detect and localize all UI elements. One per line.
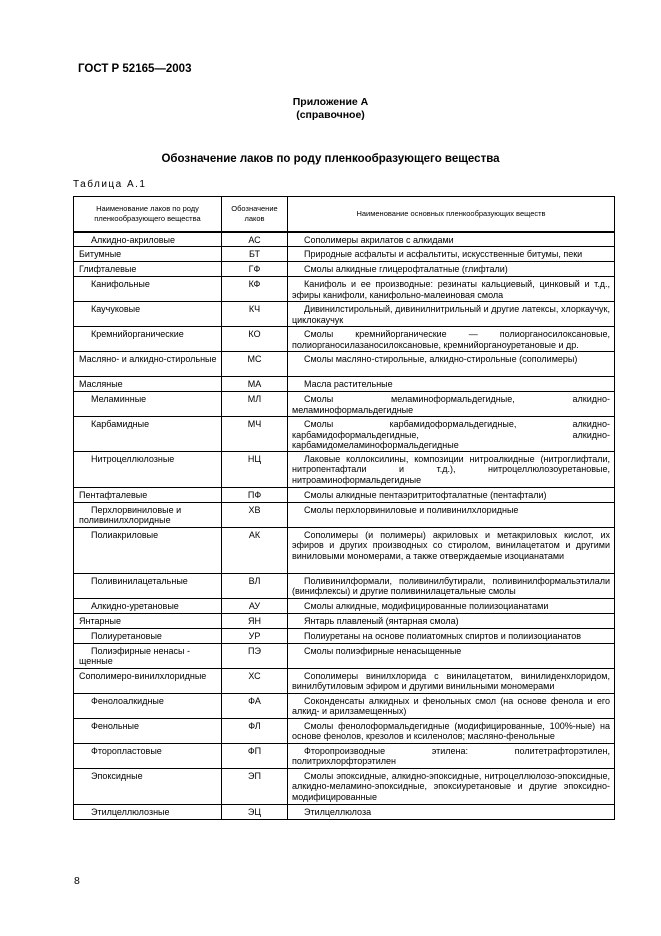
lacquer-designation-table <box>73 196 615 820</box>
cell-substances: Сополимеры акрилатов с алкидами <box>288 232 615 247</box>
cell-lacquer-name: Фенолоалкидные <box>74 694 222 719</box>
appendix-subtitle: (справочное) <box>296 109 365 121</box>
cell-substances: Смолы карбамидоформальдегидные, алкидно-карбамидоформальдегидные, алкидно-карбамидомеламиноформальдегидные <box>288 417 615 452</box>
cell-substances: Этилцеллюлоза <box>288 805 615 820</box>
cell-substances: Смолы алкидные, модифицированные полиизоцианатами <box>288 599 615 614</box>
cell-lacquer-name: Глифталевые <box>74 262 222 277</box>
table-row <box>74 232 615 247</box>
cell-substances: Канифоль и ее производные: резинаты кальциевый, цинковый и т.д., эфиры канифоли, канифольно-малеиновая смола <box>288 277 615 302</box>
cell-lacquer-code: НЦ <box>222 452 288 488</box>
cell-lacquer-code: УР <box>222 629 288 644</box>
table-row <box>74 669 615 694</box>
cell-substances: Сополимеры винилхлорида с винилацетатом, винилиденхлоридом, винилбутиловым эфиром и другими винильными мономерами <box>288 669 615 694</box>
cell-lacquer-name: Масляно- и алкидно-стирольные <box>74 352 222 377</box>
cell-lacquer-name: Масляные <box>74 377 222 392</box>
table-row <box>74 769 615 805</box>
cell-lacquer-code: ЭЦ <box>222 805 288 820</box>
table-row <box>74 644 615 669</box>
page-number: 8 <box>74 875 80 887</box>
cell-lacquer-name: Алкидно-акриловые <box>74 232 222 247</box>
table-row <box>74 719 615 744</box>
cell-lacquer-name: Полиакриловые <box>74 528 222 574</box>
cell-lacquer-name: Нитроцеллюлозные <box>74 452 222 488</box>
cell-substances: Природные асфальты и асфальтиты, искусственные битумы, пеки <box>288 247 615 262</box>
cell-lacquer-code: ХВ <box>222 503 288 528</box>
cell-substances: Соконденсаты алкидных и фенольных смол (на основе фенола и его алкид- и арилзамещенных) <box>288 694 615 719</box>
cell-lacquer-code: ПЭ <box>222 644 288 669</box>
cell-lacquer-code: МС <box>222 352 288 377</box>
cell-lacquer-code: МЛ <box>222 392 288 417</box>
cell-lacquer-name: Каучуковые <box>74 302 222 327</box>
cell-lacquer-code: АС <box>222 232 288 247</box>
cell-lacquer-name: Кремнийорганические <box>74 327 222 352</box>
cell-substances: Смолы меламиноформальдегидные, алкидно-меламиноформальдегидные <box>288 392 615 417</box>
cell-substances: Смолы алкидные глицерофталатные (глифтали) <box>288 262 615 277</box>
table-row <box>74 417 615 452</box>
table-row <box>74 629 615 644</box>
table-row <box>74 528 615 574</box>
column-header-name: Наименование лаков по роду пленкообразующего вещества <box>74 197 222 233</box>
cell-substances: Дивинилстирольный, дивинилнитрильный и другие латексы, хлоркаучук, циклокаучук <box>288 302 615 327</box>
cell-lacquer-code: ХС <box>222 669 288 694</box>
column-header-code: Обозначение лаков <box>222 197 288 233</box>
cell-substances: Поливинилформали, поливинилбутирали, поливинилформальэтилали (винифлексы) и другие поливинилацетальные смолы <box>288 574 615 599</box>
table-row <box>74 694 615 719</box>
cell-lacquer-code: ФП <box>222 744 288 769</box>
table-row <box>74 503 615 528</box>
cell-lacquer-code: АУ <box>222 599 288 614</box>
table-row <box>74 247 615 262</box>
table-row <box>74 452 615 488</box>
cell-lacquer-code: КФ <box>222 277 288 302</box>
cell-lacquer-code: ФЛ <box>222 719 288 744</box>
cell-lacquer-code: КЧ <box>222 302 288 327</box>
cell-substances: Масла растительные <box>288 377 615 392</box>
table-row <box>74 262 615 277</box>
cell-substances: Полиуретаны на основе полиатомных спиртов и полиизоцианатов <box>288 629 615 644</box>
cell-lacquer-code: ЯН <box>222 614 288 629</box>
cell-lacquer-code: ПФ <box>222 488 288 503</box>
table-row <box>74 805 615 820</box>
cell-lacquer-code: ГФ <box>222 262 288 277</box>
cell-lacquer-code: ФА <box>222 694 288 719</box>
cell-lacquer-name: Этилцеллюлозные <box>74 805 222 820</box>
cell-lacquer-name: Битумные <box>74 247 222 262</box>
table-header-row <box>74 197 615 233</box>
cell-substances: Фторопроизводные этилена: политетрафторэтилен, политрихлорфторэтилен <box>288 744 615 769</box>
table-row <box>74 488 615 503</box>
table-row <box>74 392 615 417</box>
cell-substances: Смолы кремнийорганические — полиорганосилоксановые, полиорганосилазаносилоксановые, кремнийорганоуретановые и др. <box>288 327 615 352</box>
cell-substances: Смолы полиэфирные ненасыщенные <box>288 644 615 669</box>
cell-lacquer-name: Янтарные <box>74 614 222 629</box>
cell-substances: Смолы масляно-стирольные, алкидно-стирольные (сополимеры) <box>288 352 615 377</box>
cell-lacquer-name: Поливинилацетальные <box>74 574 222 599</box>
cell-lacquer-name: Сополимеро-винилхлоридные <box>74 669 222 694</box>
cell-substances: Смолы эпоксидные, алкидно-эпоксидные, нитроцеллюлозо-эпоксидные, алкидно-меламино-эпоксидные, эпоксиуретановые и другие эпоксидно-модифицированные <box>288 769 615 805</box>
appendix-title: Приложение А <box>292 96 369 108</box>
cell-lacquer-name: Пентафталевые <box>74 488 222 503</box>
table-row <box>74 574 615 599</box>
cell-lacquer-name: Полиэфирные ненасы - щенные <box>74 644 222 669</box>
cell-lacquer-code: МА <box>222 377 288 392</box>
cell-substances: Сополимеры (и полимеры) акриловых и метакриловых кислот, их эфиров и других производных со стиролом, винилацетатом и другими виниловыми мономерами, а также отверждаемые изоцианатами <box>288 528 615 574</box>
cell-lacquer-name: Эпоксидные <box>74 769 222 805</box>
table-label: Таблица А.1 <box>73 179 147 190</box>
cell-lacquer-code: КО <box>222 327 288 352</box>
cell-lacquer-name: Карбамидные <box>74 417 222 452</box>
cell-substances: Смолы перхлорвиниловые и поливинилхлоридные <box>288 503 615 528</box>
cell-lacquer-name: Фенольные <box>74 719 222 744</box>
cell-substances: Янтарь плавленый (янтарная смола) <box>288 614 615 629</box>
table-row <box>74 614 615 629</box>
cell-lacquer-name: Полиуретановые <box>74 629 222 644</box>
standard-header: ГОСТ Р 52165—2003 <box>78 63 192 75</box>
cell-lacquer-name: Канифольные <box>74 277 222 302</box>
table-row <box>74 377 615 392</box>
cell-lacquer-name: Фторопластовые <box>74 744 222 769</box>
cell-lacquer-code: МЧ <box>222 417 288 452</box>
cell-lacquer-code: ВЛ <box>222 574 288 599</box>
table-row <box>74 302 615 327</box>
cell-substances: Смолы фенолоформальдегидные (модифицированные, 100%-ные) на основе фенолов, крезолов и ксиленолов; масляно-фенольные <box>288 719 615 744</box>
cell-substances: Смолы алкидные пентаэритритофталатные (пентафтали) <box>288 488 615 503</box>
table-row <box>74 277 615 302</box>
cell-lacquer-name: Перхлорвиниловые и поливинилхлоридные <box>74 503 222 528</box>
table-row <box>74 327 615 352</box>
cell-lacquer-name: Алкидно-уретановые <box>74 599 222 614</box>
cell-lacquer-code: АК <box>222 528 288 574</box>
document-title: Обозначение лаков по роду пленкообразующего вещества <box>161 153 500 165</box>
table-row <box>74 744 615 769</box>
cell-lacquer-name: Меламинные <box>74 392 222 417</box>
table-row <box>74 599 615 614</box>
cell-lacquer-code: БТ <box>222 247 288 262</box>
column-header-substances: Наименование основных пленкообразующих веществ <box>288 197 615 233</box>
cell-substances: Лаковые коллоксилины, композиции нитроалкидные (нитроглифтали, нитропентафтали и т.д.), нитроцеллюлозоуретановые, нитроаминоформальдегидные <box>288 452 615 488</box>
cell-lacquer-code: ЭП <box>222 769 288 805</box>
table-row <box>74 352 615 377</box>
